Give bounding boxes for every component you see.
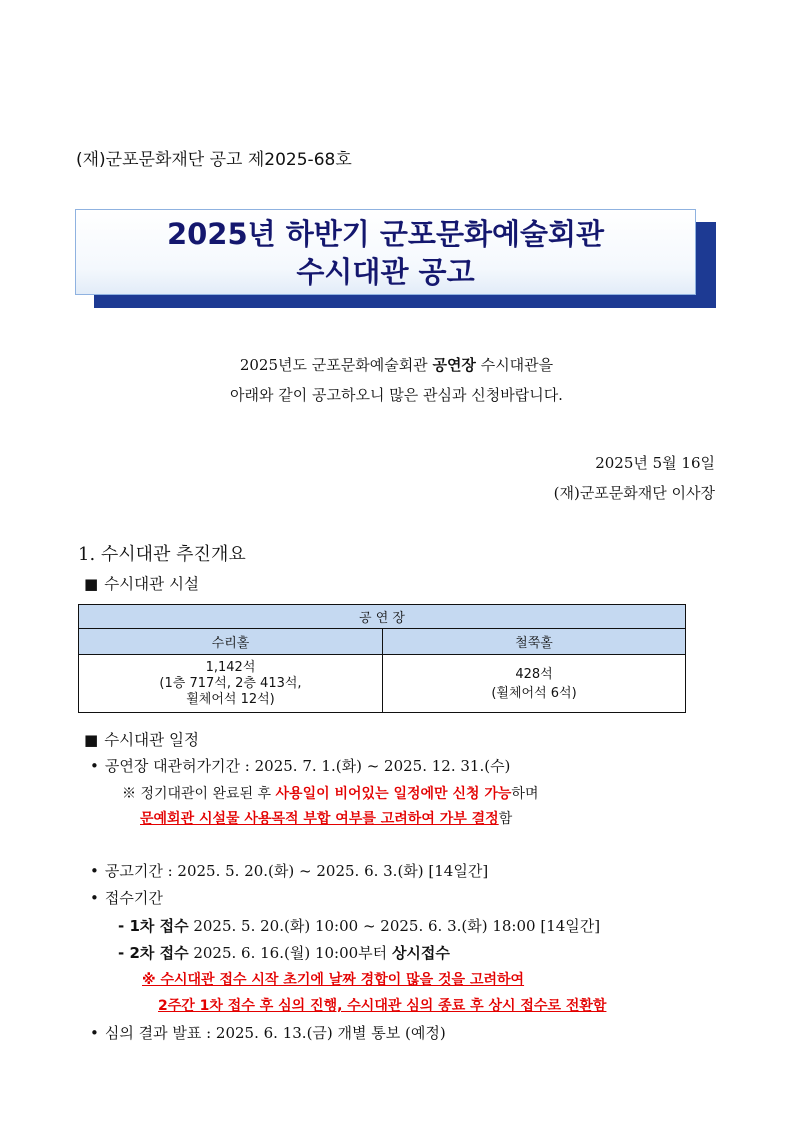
intro-line1-pre: 2025년도 군포문화예술회관 — [239, 356, 433, 374]
issuer: (재)군포문화재단 이사장 — [553, 484, 715, 502]
cheoljjuk-hall-seats — [383, 655, 686, 713]
table-group-header: 공 연 장 — [79, 605, 686, 629]
schedule-subheading-text: 수시대관 일정 — [104, 731, 199, 749]
reception-period-item — [90, 887, 163, 908]
reception-period-label: 접수기간 — [104, 889, 163, 907]
bullet-icon: • — [90, 1024, 99, 1042]
rental-period-text: 공연장 대관허가기간 : 2025. 7. 1.(화) ~ 2025. 12. 31.(수) — [104, 757, 511, 775]
cheoljjuk-hall-wheelchair: (휠체어석 6석) — [491, 685, 577, 701]
notice-period-item — [90, 860, 488, 881]
schedule-subheading — [84, 728, 199, 750]
note-4 — [158, 995, 606, 1015]
first-reception-text: 2025. 5. 20.(화) 10:00 ~ 2025. 6. 3.(화) 18:00 [14일간] — [188, 917, 601, 935]
note2-highlight: 문예회관 시설물 사용목적 부합 여부를 고려하여 가부 결정 — [140, 811, 499, 827]
second-reception-text: 2025. 6. 16.(월) 10:00부터 — [188, 944, 392, 962]
note4-text: 2주간 1차 접수 후 심의 진행, 수시대관 심의 종료 후 상시 접수로 전환함 — [158, 998, 607, 1014]
note1-highlight: 사용일이 비어있는 일정에만 신청 가능 — [275, 786, 512, 802]
rental-period-item — [90, 755, 510, 776]
note3-text: ※ 수시대관 접수 시작 초기에 날짜 경합이 많을 것을 고려하여 — [142, 972, 525, 988]
title-line2: 수시대관 공고 — [296, 255, 475, 289]
column-header-cheoljjuk-hall: 철쭉홀 — [383, 629, 686, 655]
suri-hall-seats — [79, 655, 383, 713]
square-bullet-icon: ■ — [84, 575, 99, 593]
intro-line1-post: 수시대관을 — [475, 356, 554, 374]
notice-period-text: 공고기간 : 2025. 5. 20.(화) ~ 2025. 6. 3.(화) [14일간] — [104, 862, 489, 880]
column-header-suri-hall: 수리홀 — [79, 629, 383, 655]
intro-line1 — [0, 350, 793, 380]
result-announcement-item — [90, 1022, 446, 1043]
note2-post: 함 — [498, 811, 513, 827]
signature-block — [554, 448, 715, 508]
table-row — [79, 655, 686, 713]
note-1 — [122, 783, 538, 803]
title-line1: 2025년 하반기 군포문화예술회관 — [166, 217, 605, 251]
second-reception — [118, 942, 450, 963]
cheoljjuk-hall-total: 428석 — [515, 666, 553, 682]
section1-heading: 1. 수시대관 추진개요 — [78, 544, 246, 565]
bullet-icon: • — [90, 889, 99, 907]
intro-text — [0, 350, 793, 410]
square-bullet-icon: ■ — [84, 731, 99, 749]
suri-hall-floors: (1층 717석, 2층 413석, — [159, 675, 302, 691]
facility-table — [78, 604, 686, 713]
note-3 — [142, 969, 524, 989]
notice-number: (재)군포문화재단 공고 제2025-68호 — [76, 150, 352, 170]
first-reception-label: - 1차 접수 — [118, 917, 189, 935]
intro-line2: 아래와 같이 공고하오니 많은 관심과 신청바랍니다. — [230, 386, 563, 404]
suri-hall-wheelchair: 휠체어석 12석) — [186, 691, 275, 707]
second-reception-bold: 상시접수 — [391, 944, 450, 962]
bullet-icon: • — [90, 757, 99, 775]
note-2 — [140, 808, 512, 828]
bullet-icon: • — [90, 862, 99, 880]
notice-date: 2025년 5월 16일 — [595, 454, 715, 472]
title-box — [75, 209, 696, 295]
note1-post: 하며 — [511, 786, 539, 802]
intro-line1-bold: 공연장 — [432, 356, 476, 374]
note1-pre: ※ 정기대관이 완료된 후 — [122, 786, 276, 802]
second-reception-label: - 2차 접수 — [118, 944, 189, 962]
result-announcement-text: 심의 결과 발표 : 2025. 6. 13.(금) 개별 통보 (예정) — [104, 1024, 446, 1042]
first-reception — [118, 915, 600, 936]
facility-subheading — [84, 572, 199, 594]
suri-hall-total: 1,142석 — [205, 659, 256, 675]
table-group-header-row — [79, 605, 686, 629]
facility-subheading-text: 수시대관 시설 — [104, 575, 199, 593]
table-column-header-row — [79, 629, 686, 655]
